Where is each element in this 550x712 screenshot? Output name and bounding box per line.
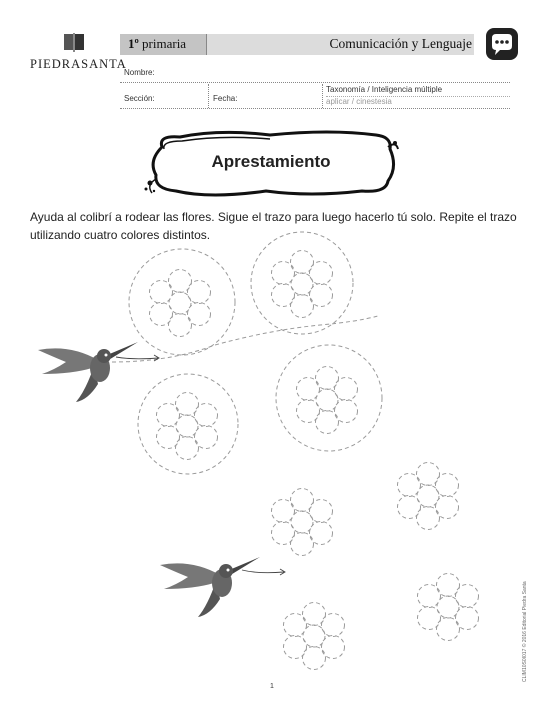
date-label: Fecha: [213, 94, 238, 103]
flower-icon[interactable] [297, 367, 358, 434]
flower-ring-guide[interactable] [129, 249, 235, 355]
copyright-note [522, 556, 534, 682]
activity-title: Aprestamiento [211, 152, 331, 171]
hummingbird-icon [38, 342, 138, 402]
subject-title: Comunicación y Lenguaje [329, 36, 472, 51]
arrow-icon [116, 357, 158, 359]
publisher-name: PIEDRASANTA [30, 57, 127, 71]
section-label: Sección: [124, 94, 155, 103]
flower-icon[interactable] [272, 251, 333, 318]
grade-name: primaria [142, 36, 187, 51]
name-label: Nombre: [124, 68, 155, 77]
activity-instructions: Ayuda al colibrí a rodear las flores. Sigue el trazo para luego hacerlo tú solo. Repite el trazo utilizando cuatro colores distintos. [30, 210, 517, 242]
taxonomy-label: Taxonomía / Inteligencia múltiple [326, 85, 443, 94]
flower-icon[interactable] [150, 270, 211, 337]
page-number: 1 [270, 683, 274, 690]
tracing-path[interactable] [112, 316, 378, 362]
flower-icon[interactable] [284, 603, 345, 670]
flower-icon[interactable] [272, 489, 333, 556]
copyright-text: CLIM10S0I017 © 2016 Editorial Piedra Santa [522, 581, 528, 682]
flower-icon[interactable] [398, 463, 459, 530]
flower-ring-guide[interactable] [251, 232, 353, 334]
flower-ring-guide[interactable] [276, 345, 382, 451]
grade-number: 1º [128, 36, 139, 51]
arrow-icon [242, 570, 284, 573]
hummingbird-icon [160, 557, 260, 617]
taxonomy-value: aplicar / cinestesia [326, 97, 392, 106]
flower-icon[interactable] [418, 574, 479, 641]
flower-icon[interactable] [157, 393, 218, 460]
